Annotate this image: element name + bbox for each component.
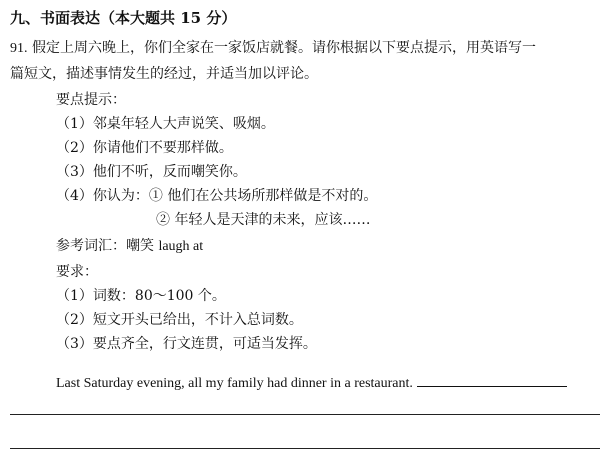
section-title: 九、书面表达（本大题共 15 分） bbox=[10, 9, 237, 27]
requirement-item-3: （3）要点齐全，行文连贯，可适当发挥。 bbox=[56, 336, 317, 352]
question-text-line-1: 假定上周六晚上，你们全家在一家饭店就餐。请你根据以下要点提示，用英语写一 bbox=[31, 40, 536, 56]
point-item-1: （1）邻桌年轻人大声说笑、吸烟。 bbox=[56, 116, 275, 132]
point-item-2: （2）你请他们不要那样做。 bbox=[56, 140, 233, 156]
points-heading: 要点提示： bbox=[56, 92, 126, 108]
question-line-1 bbox=[10, 38, 536, 59]
question-number: 91. bbox=[10, 41, 28, 56]
vocab-line bbox=[56, 236, 203, 257]
question-text-line-2: 篇短文，描述事情发生的经过，并适当加以评论。 bbox=[10, 66, 318, 82]
requirements-heading: 要求： bbox=[56, 264, 98, 280]
answer-opening-text: Last Saturday evening, all my family had dinner in a restaurant. bbox=[56, 376, 413, 391]
requirement-item-2: （2）短文开头已给出，不计入总词数。 bbox=[56, 312, 303, 328]
point-sub-item: ② 年轻人是天津的未来，应该…… bbox=[156, 212, 371, 228]
point-item-3: （3）他们不听，反而嘲笑你。 bbox=[56, 164, 247, 180]
answer-blank[interactable] bbox=[417, 372, 567, 387]
point-item-4: （4）你认为：① 他们在公共场所那样做是不对的。 bbox=[56, 188, 378, 204]
vocab-term: laugh at bbox=[158, 239, 204, 254]
answer-writing-line-1[interactable] bbox=[10, 414, 600, 415]
answer-writing-line-2[interactable] bbox=[10, 448, 600, 449]
answer-opening-line bbox=[56, 372, 567, 394]
requirement-item-1: （1）词数：80～100 个。 bbox=[56, 288, 226, 304]
vocab-label: 参考词汇：嘲笑 bbox=[56, 238, 154, 254]
